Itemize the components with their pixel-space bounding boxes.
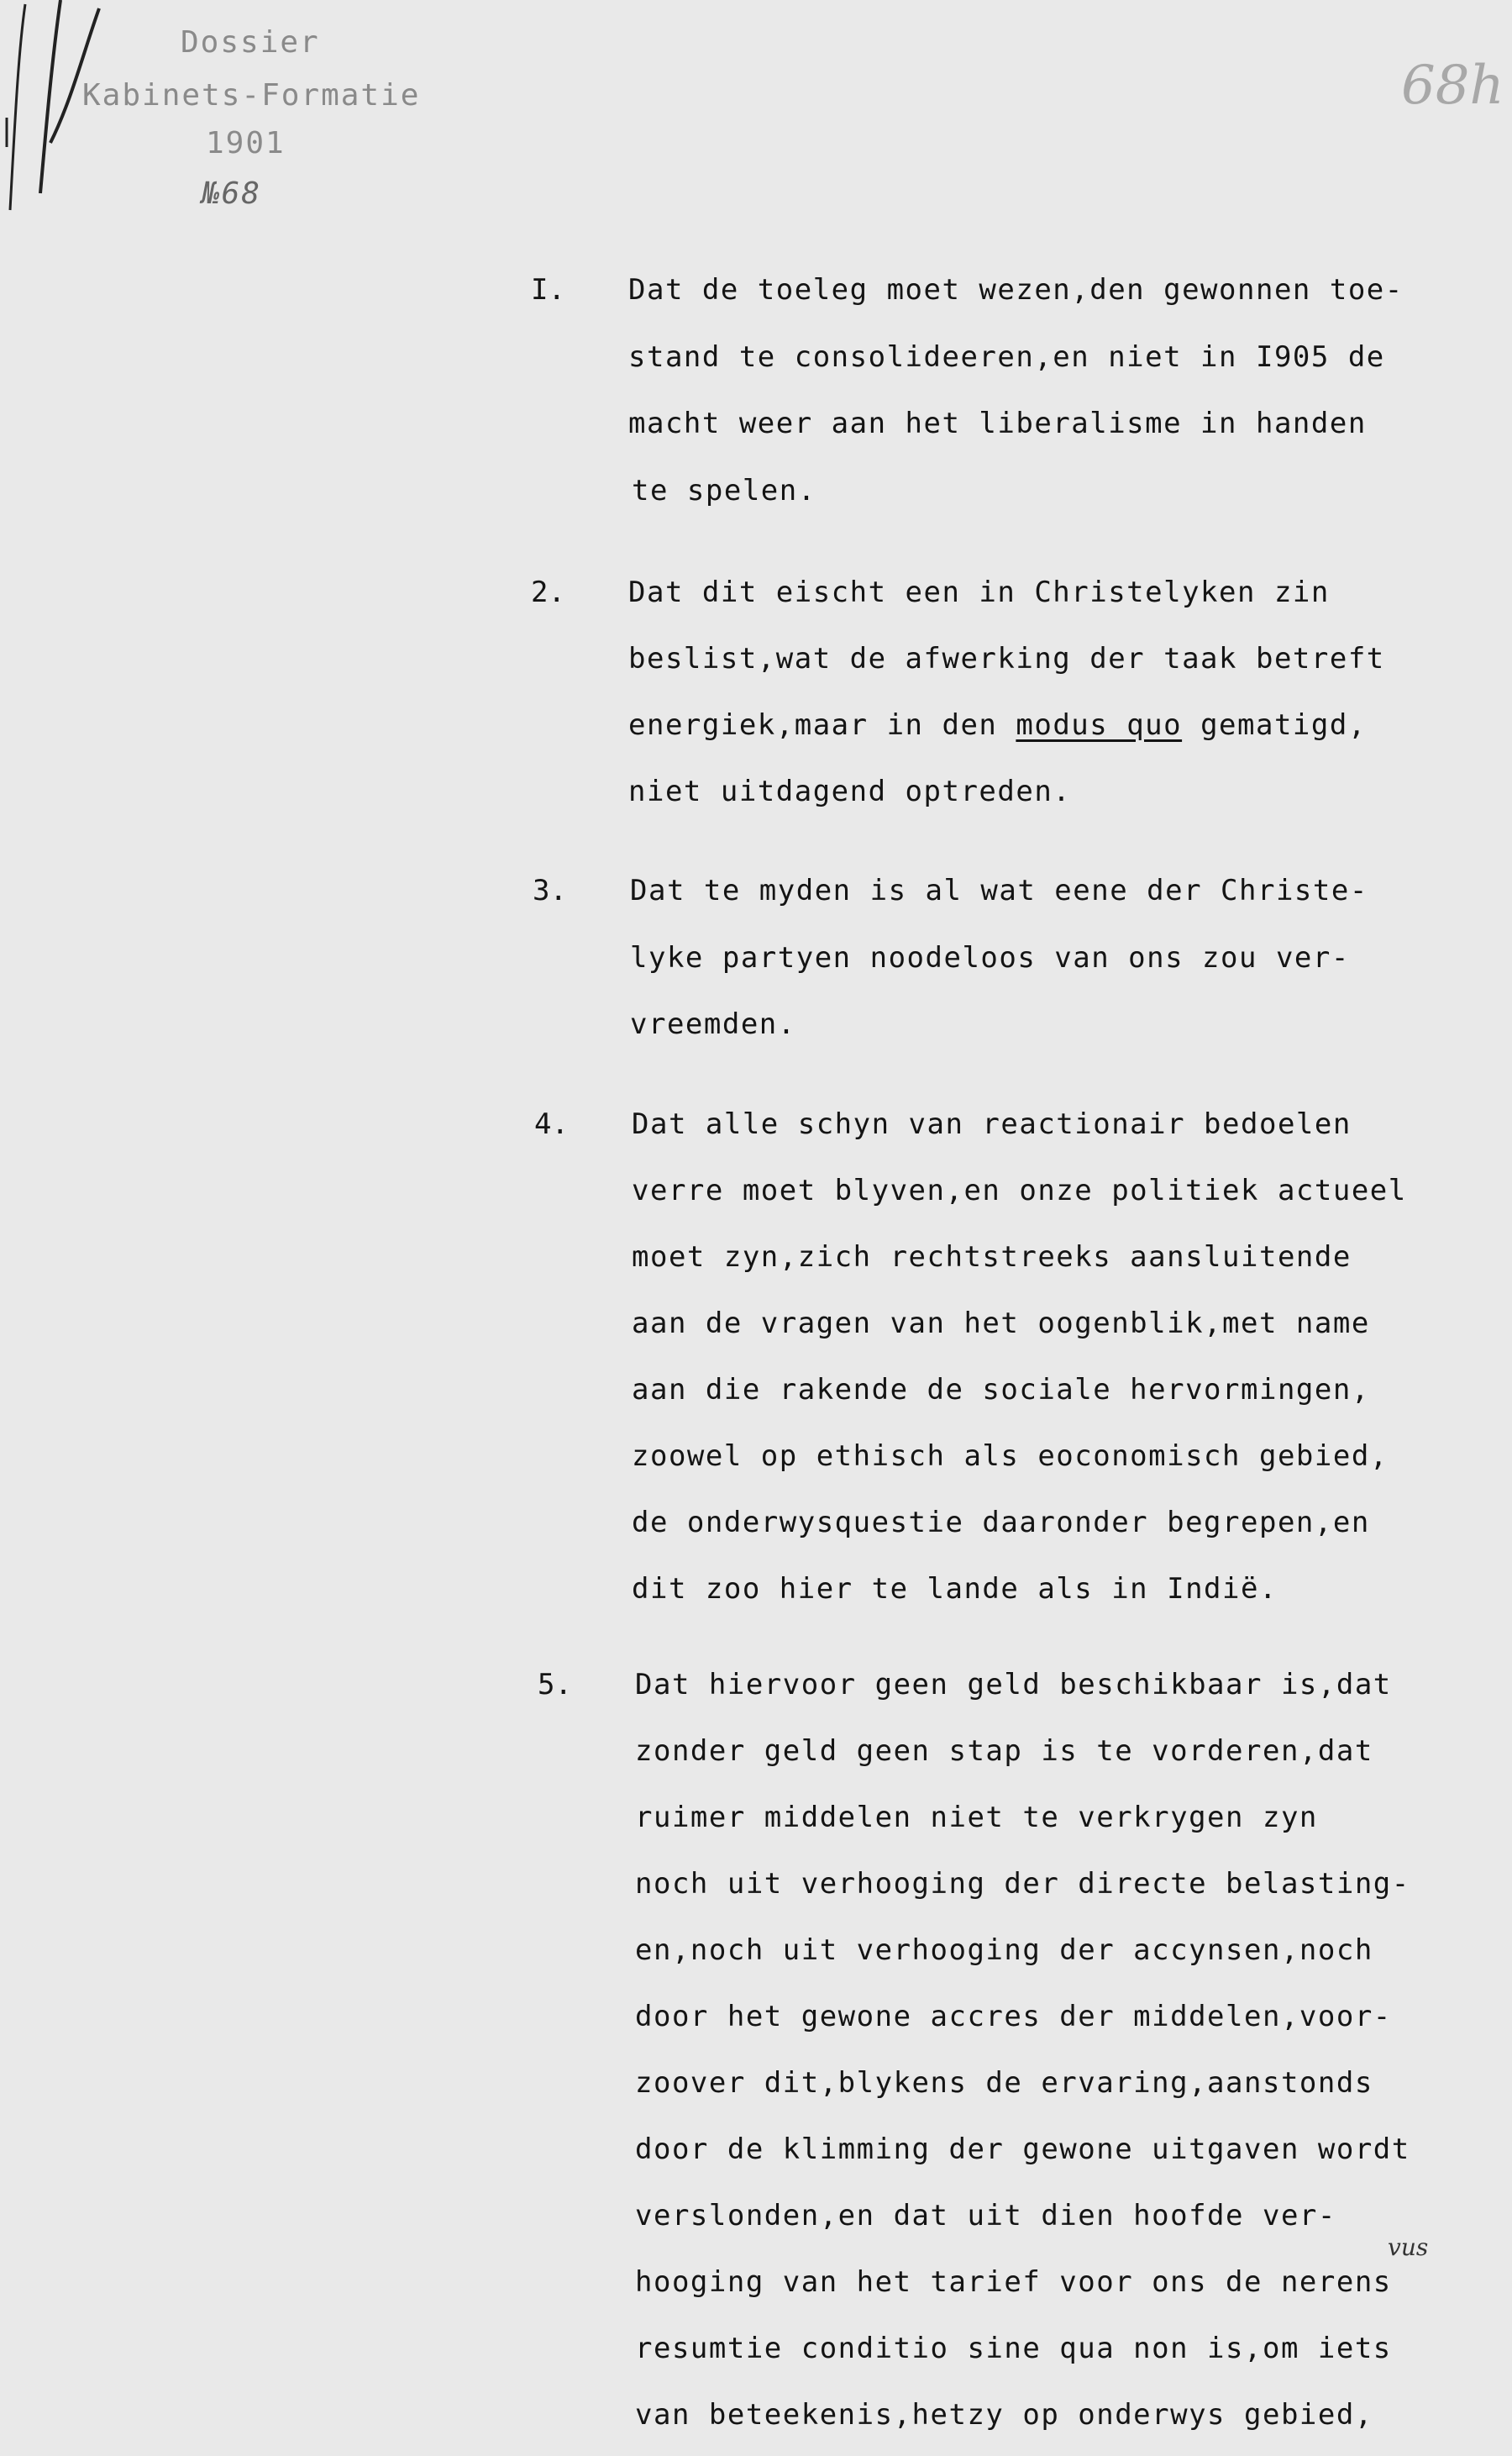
- handwritten-correction: vus: [1388, 2233, 1429, 2261]
- stamp-dossier: Dossier: [181, 25, 320, 60]
- stamp-year: 1901: [206, 126, 286, 160]
- item-line: macht weer aan het liberalisme in handen: [628, 407, 1367, 440]
- stamp-kabinets-formatie: Kabinets-Formatie: [82, 78, 421, 113]
- item-line: Dat te myden is al wat eene der Christe-: [630, 874, 1368, 907]
- item-line: Dat dit eischt een in Christelyken zin: [628, 576, 1330, 609]
- handwritten-page-number: 68h: [1401, 55, 1504, 117]
- item-line: en,noch uit verhooging der accynsen,noch: [635, 1933, 1373, 1967]
- item-line: resumtie conditio sine qua non is,om iets: [635, 2332, 1392, 2365]
- item-line: zonder geld geen stap is te vorderen,dat: [635, 1734, 1373, 1768]
- item-line: aan de vragen van het oogenblik,met name: [632, 1307, 1370, 1340]
- item-number: I.: [531, 273, 565, 307]
- item-number: 3.: [533, 874, 567, 907]
- item-line: zoover dit,blykens de ervaring,aanstonds: [635, 2066, 1373, 2100]
- item-line: vreemden.: [630, 1007, 796, 1041]
- item-line: hooging van het tarief voor ons de nerens: [635, 2265, 1392, 2299]
- item-line: van beteekenis,hetzy op onderwys gebied,: [635, 2398, 1373, 2432]
- item-line: stand te consolideeren,en niet in I905 de: [628, 340, 1385, 374]
- item-line: aan die rakende de sociale hervormingen,: [632, 1373, 1370, 1407]
- item-line: door de klimming der gewone uitgaven wordt: [635, 2133, 1410, 2166]
- item-line: lyke partyen noodeloos van ons zou ver-: [630, 941, 1350, 975]
- item-line: niet uitdagend optreden.: [628, 775, 1072, 808]
- item-line: Dat hiervoor geen geld beschikbaar is,dat: [635, 1668, 1392, 1701]
- item-line: zoowel op ethisch als eoconomisch gebied,: [632, 1439, 1389, 1473]
- underlined-phrase: modus quo: [1016, 708, 1183, 742]
- item-line: ruimer middelen niet te verkrygen zyn: [635, 1801, 1318, 1834]
- item-line: verre moet blyven,en onze politiek actueel: [632, 1174, 1407, 1207]
- item-number: 4.: [534, 1107, 569, 1141]
- item-line: beslist,wat de afwerking der taak betreft: [628, 642, 1385, 676]
- item-line: [628, 708, 1367, 742]
- item-line: de onderwysquestie daaronder begrepen,en: [632, 1506, 1370, 1539]
- stamp-number: №68: [202, 176, 262, 211]
- item-line: Dat de toeleg moet wezen,den gewonnen toe-: [628, 273, 1404, 307]
- item-line: door het gewone accres der middelen,voor-: [635, 2000, 1392, 2033]
- item-number: 5.: [538, 1668, 572, 1701]
- line-end: gematigd,: [1182, 708, 1367, 742]
- item-line: verslonden,en dat uit dien hoofde ver-: [635, 2199, 1336, 2232]
- line-start: energiek,maar in den: [628, 708, 1016, 742]
- item-line: te spelen.: [632, 474, 816, 508]
- item-line: Dat alle schyn van reactionair bedoelen: [632, 1107, 1352, 1141]
- item-line: moet zyn,zich rechtstreeks aansluitende: [632, 1240, 1352, 1274]
- item-line: noch uit verhooging der directe belasting-: [635, 1867, 1410, 1901]
- item-line: dit zoo hier te lande als in Indië.: [632, 1572, 1278, 1606]
- item-number: 2.: [531, 576, 565, 609]
